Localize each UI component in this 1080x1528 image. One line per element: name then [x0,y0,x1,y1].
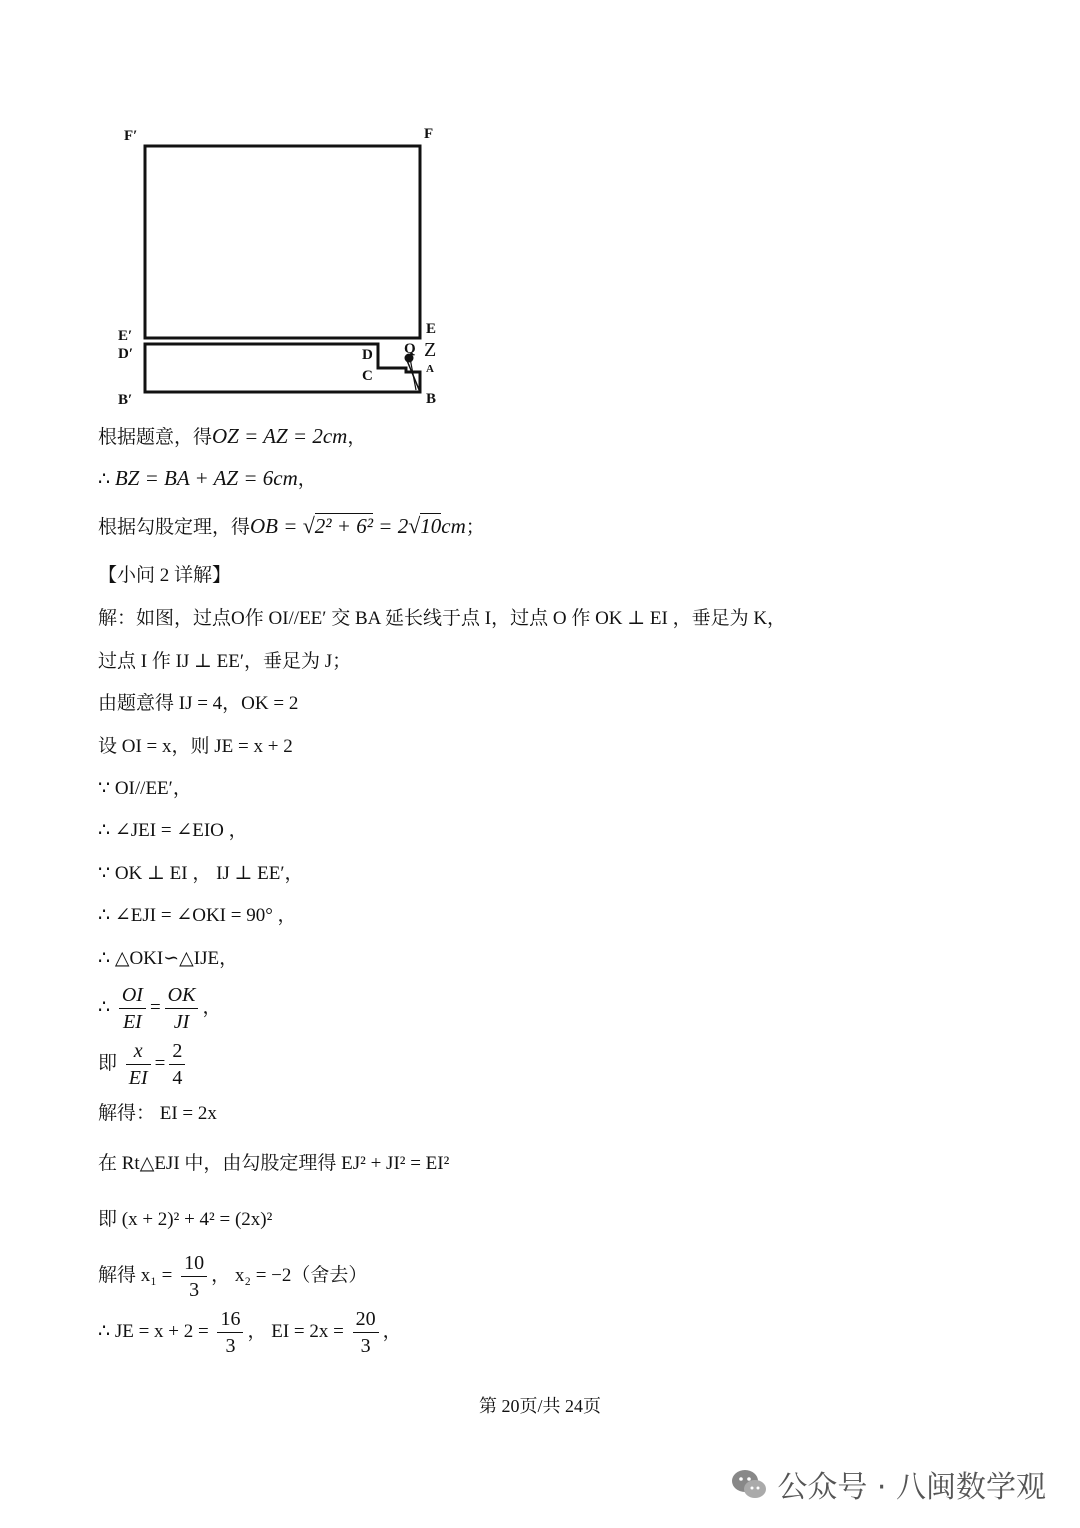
solution-line-16: 解得： EI = 2x [98,1103,217,1124]
solution-line-13: ∴ △OKI∽△IJE， [98,948,239,969]
solution-line-12: ∴ ∠EJI = ∠OKI = 90° ， [98,905,297,926]
label-b: B [426,391,437,407]
solution-line-15: 即 $\frac{x}{EI}$ = $\frac{2}{4}$ [98,1038,189,1091]
label-z: Z [424,339,437,361]
solution-line-10: ∴ ∠JEI = ∠EIO ， [98,820,248,841]
section-heading: 【小问 2 详解】 [98,565,232,586]
solution-line-18: 即 (x + 2)² + 4² = (2x)² [98,1209,273,1230]
fraction-ok-ji: $\frac{OK}{JI}$ [165,982,199,1035]
wechat-icon [729,1464,769,1504]
fraction-10-3: $\frac{10}{3}$ [181,1250,207,1303]
solution-line-19: 解得 x₁ = $\frac{10}{3}$ ， x₂ = −2（舍去） [98,1252,368,1301]
label-e: E [426,321,437,337]
fraction-2-4: $\frac{2}{4}$ [169,1038,185,1091]
solution-line-2: ∴ BZ = BA + AZ = 6cm， [98,466,317,490]
label-f: F [424,126,434,142]
label-d: D [362,347,373,363]
label-bp: B′ [118,392,133,408]
lower-shape [145,344,420,392]
solution-line-6: 过点 I 作 IJ ⊥ EE′，垂足为 J； [98,651,352,672]
solution-line-1: 根据题意，得OZ = AZ = 2cm， [98,424,367,448]
solution-line-9: ∵ OI//EE′， [98,778,192,799]
solution-line-8: 设 OI = x，则 JE = x + 2 [98,736,293,757]
upper-rectangle [145,146,420,338]
label-a: A [426,363,434,375]
fraction-20-3: $\frac{20}{3}$ [353,1306,379,1359]
geometry-figure [110,118,460,410]
solution-line-7: 由题意得 IJ = 4，OK = 2 [98,693,299,714]
wechat-watermark: 公众号 · 八闽数学观 [729,1462,1046,1506]
solution-line-20: ∴ JE = x + 2 = $\frac{16}{3}$ ， EI = 2x = $\frac{20}{3}$ ， [98,1308,402,1357]
solution-line-3: 根据勾股定理，得OB = √2² + 6² = 2√10cm； [98,513,485,538]
solution-line-14: ∴ $\frac{OI}{EI}$ = $\frac{OK}{JI}$ ， [98,984,222,1033]
fraction-oi-ei: $\frac{OI}{EI}$ [119,982,146,1035]
label-fp: F′ [124,128,138,144]
fraction-x-ei: $\frac{x}{EI}$ [126,1038,151,1091]
label-ep: E′ [118,328,133,344]
page-number-footer: 第 20页/共 24页 [478,1396,601,1416]
solution-line-17: 在 Rt△EJI 中，由勾股定理得 EJ² + JI² = EI² [98,1153,450,1174]
solution-line-5: 解：如图，过点O作 OI//EE′ 交 BA 延长线于点 I，过点 O 作 OK ⊥ EI ，垂足为 K， [98,608,787,629]
solution-line-11: ∵ OK ⊥ EI ， IJ ⊥ EE′， [98,863,304,884]
label-dp: D′ [118,346,134,362]
fraction-16-3: $\frac{16}{3}$ [217,1306,243,1359]
label-c: C [362,368,373,384]
label-q: Q [404,341,416,357]
